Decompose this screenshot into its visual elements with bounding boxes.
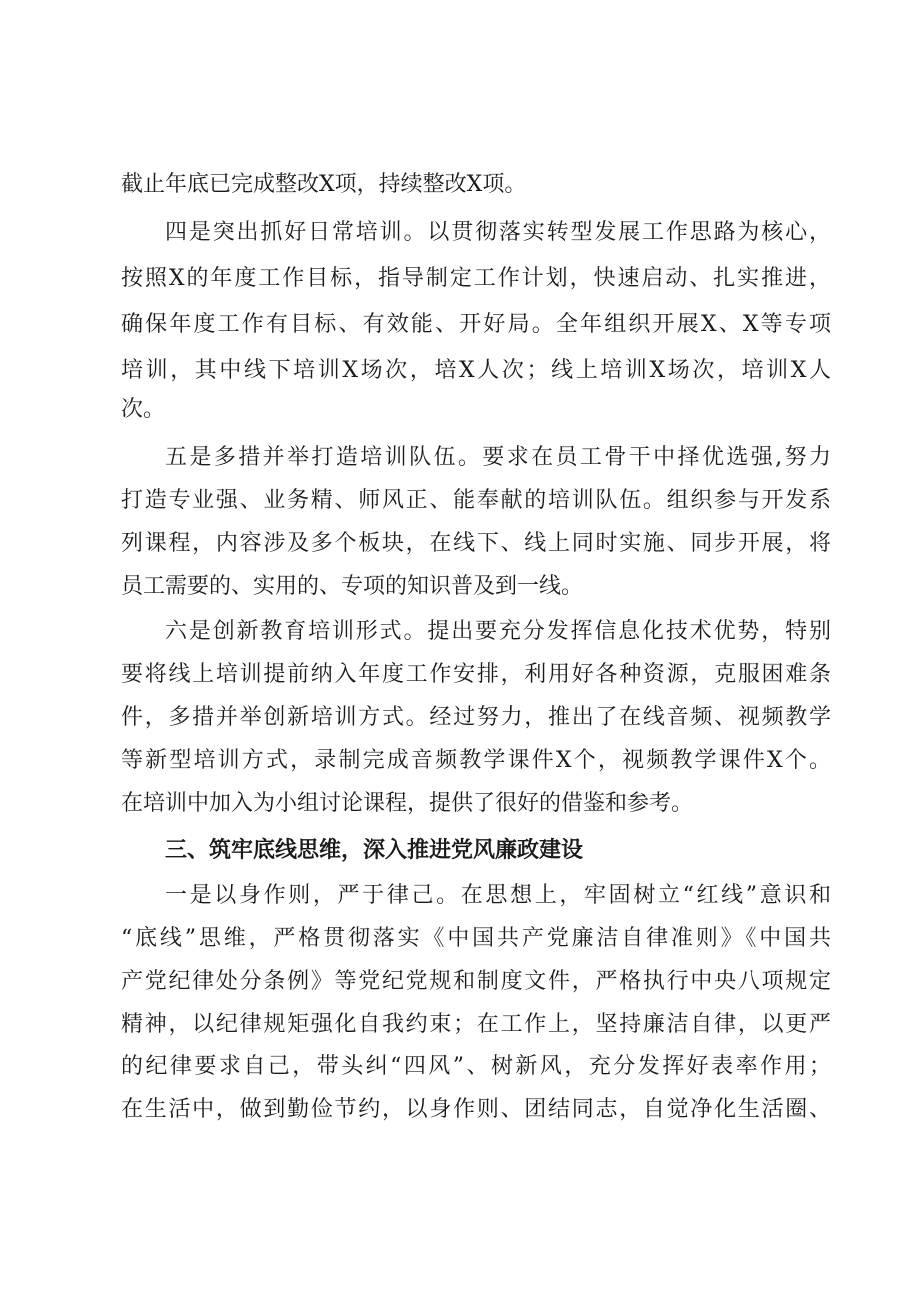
paragraph-line: 一是以身作则，严于律己。在思想上，牢固树立“红线”意识和 xyxy=(165,883,831,908)
paragraph-line: 培训，其中线下培训X场次，培X人次；线上培训X场次，培训X人 xyxy=(121,358,831,383)
paragraph-line: 等新型培训方式，录制完成音频教学课件X个，视频教学课件X个。 xyxy=(121,748,831,773)
paragraph-line: 精神，以纪律规矩强化自我约束；在工作上，坚持廉洁自律，以更严 xyxy=(121,1012,831,1037)
paragraph-line: 四是突出抓好日常培训。以贯彻落实转型发展工作思路为核心， xyxy=(165,220,831,245)
paragraph-line: 六是创新教育培训形式。提出要充分发挥信息化技术优势，特别 xyxy=(165,619,831,644)
paragraph-line: 打造专业强、业务精、师风正、能奉献的培训队伍。组织参与开发系 xyxy=(121,488,831,513)
paragraph-line: 产党纪律处分条例》等党纪党规和制度文件，严格执行中央八项规定 xyxy=(121,969,831,994)
paragraph-line: 按照X的年度工作目标，指导制定工作计划，快速启动、扎实推进， xyxy=(121,266,831,291)
paragraph-line: 确保年度工作有目标、有效能、开好局。全年组织开展X、X等专项 xyxy=(121,312,831,337)
paragraph-line: 的纪律要求自己，带头纠“四风”、树新风，充分发挥好表率作用； xyxy=(121,1054,831,1079)
paragraph-line: 件，多措并举创新培训方式。经过努力，推出了在线音频、视频教学 xyxy=(121,705,831,730)
paragraph-line: 员工需要的、实用的、专项的知识普及到一线。 xyxy=(121,574,584,599)
paragraph-line: 在培训中加入为小组讨论课程，提供了很好的借鉴和参考。 xyxy=(121,791,694,816)
paragraph-line: 五是多措并举打造培训队伍。要求在员工骨干中择优选强,努力 xyxy=(165,445,831,470)
section-heading: 三、筑牢底线思维，深入推进党风廉政建设 xyxy=(165,838,584,863)
paragraph-line: 截止年底已完成整改X项，持续整改X项。 xyxy=(121,172,527,197)
paragraph-line: 列课程，内容涉及多个板块，在线下、线上同时实施、同步开展，将 xyxy=(121,531,831,556)
paragraph-line: 要将线上培训提前纳入年度工作安排，利用好各种资源，克服困难条 xyxy=(121,662,831,687)
paragraph-line: 在生活中，做到勤俭节约，以身作则、团结同志，自觉净化生活圈、 xyxy=(121,1097,831,1122)
paragraph-line: 次。 xyxy=(121,397,166,422)
paragraph-line: “底线”思维，严格贯彻落实《中国共产党廉洁自律准则》《中国共 xyxy=(121,926,831,951)
